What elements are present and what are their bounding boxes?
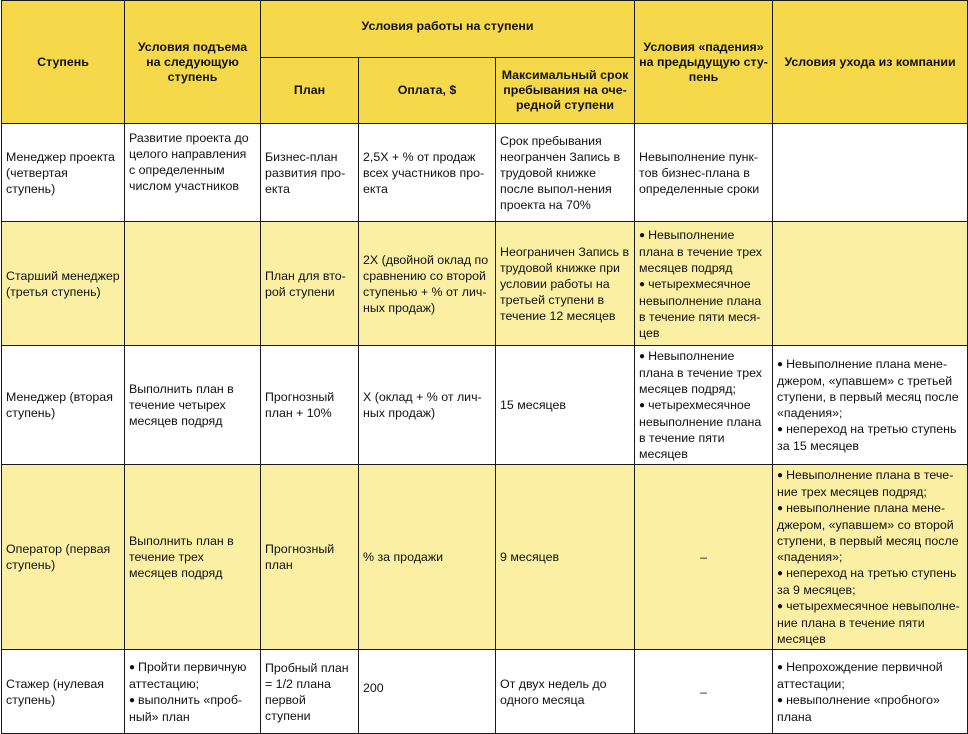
bullet-icon: ● — [777, 601, 784, 612]
header-row-1 — [2, 1, 968, 58]
cell-pay: X (оклад + % от лич-ных продаж) — [359, 346, 496, 465]
cell-raise — [125, 650, 261, 734]
bullet-icon: ● — [777, 661, 784, 673]
header-raise: Условия подъема на следующую ступень — [125, 1, 261, 124]
list-item: ● Пройти первичную аттестацию; — [129, 659, 247, 691]
bullet-icon: ● — [777, 359, 784, 370]
bullet-icon: ● — [639, 351, 646, 362]
list-item: ● непереход на третью ступень за 15 месяцев — [777, 422, 957, 453]
cell-step: Стажер (нулевая ступень) — [2, 650, 125, 734]
bullet-icon: ● — [777, 503, 784, 514]
cell-plan: Пробный план = 1/2 плана первой ступени — [261, 650, 359, 734]
list-item: ● Невыполнение плана в течение трех месяцев подряд; — [639, 349, 762, 396]
bullet-icon: ● — [129, 661, 136, 673]
cell-fall: Невыполнение пунк-тов бизнес-плана в определенные сроки — [635, 124, 773, 222]
cell-pay: 2,5X + % от продаж всех участников про-екта — [359, 124, 496, 222]
table-row — [2, 346, 968, 465]
cell-leave — [773, 650, 968, 734]
list-item: ● Невыполнение плана в тече-ние трех месяцев подряд; — [777, 468, 954, 499]
cell-leave — [773, 465, 968, 650]
list-item: ● Непрохождение первичной аттестации; — [777, 659, 943, 691]
bullet-icon: ● — [777, 424, 784, 435]
cell-raise: Выполнить план в течение трех месяцев подряд — [125, 465, 261, 650]
cell-fall: – — [635, 650, 773, 734]
cell-step: Оператор (первая ступень) — [2, 465, 125, 650]
bullet-icon: ● — [777, 470, 784, 481]
list-item: ● четырехмесячное невыполнение плана в течение пяти месяцев — [639, 398, 762, 461]
cell-plan: Прогнозный план — [261, 465, 359, 650]
header-work: Условия работы на ступени — [261, 1, 635, 58]
list-item: ● четырехмесячное невыполне-ние плана в течение пяти месяцев — [777, 599, 960, 646]
table-row — [2, 124, 968, 222]
header-plan: План — [261, 58, 359, 124]
bullet-icon: ● — [639, 229, 646, 241]
career-ladder-table — [1, 0, 968, 734]
cell-raise: Выполнить план в течение четырех месяцев подряд — [125, 346, 261, 465]
cell-raise — [125, 222, 261, 346]
bullet-icon: ● — [777, 694, 784, 706]
header-fall: Условия «падения» на предыдущую сту-пень — [635, 1, 773, 124]
cell-step: Менеджер проекта (четвертая ступень) — [2, 124, 125, 222]
cell-maxterm: 15 месяцев — [496, 346, 635, 465]
list-item: ● Невыполнение плана мене-джером, «упавшем» с третьей ступени, в первый месяц после «падения»; — [777, 357, 959, 420]
cell-step: Старший менеджер (третья ступень) — [2, 222, 125, 346]
cell-fall — [635, 222, 773, 346]
table-row — [2, 650, 968, 734]
cell-plan: План для вто-рой ступени — [261, 222, 359, 346]
header-step: Ступень — [2, 1, 125, 124]
cell-pay: % за продажи — [359, 465, 496, 650]
bullet-icon: ● — [639, 278, 646, 290]
cell-fall: – — [635, 465, 773, 650]
list-item: ● непереход на третью ступень за 9 месяцев; — [777, 566, 957, 597]
cell-fall — [635, 346, 773, 465]
cell-leave — [773, 222, 968, 346]
header-leave: Условия ухода из компании — [773, 1, 968, 124]
cell-step: Менеджер (вторая ступень) — [2, 346, 125, 465]
cell-maxterm: 9 месяцев — [496, 465, 635, 650]
bullet-icon: ● — [777, 568, 784, 579]
list-item: ● Невыполнение плана в течение трех месяцев подряд — [639, 227, 762, 275]
bullet-icon: ● — [639, 400, 646, 411]
cell-leave — [773, 124, 968, 222]
table-row — [2, 465, 968, 650]
cell-leave — [773, 346, 968, 465]
table-row — [2, 222, 968, 346]
cell-raise: Развитие проекта до целого направления с определенным числом участников — [125, 124, 261, 222]
cell-pay: 2X (двойной оклад по сравнению со второй ступенью + % от лич-ных продаж) — [359, 222, 496, 346]
cell-maxterm: Срок пребывания неогранчен Запись в трудовой книжке после выпол-нения проекта на 70% — [496, 124, 635, 222]
list-item: ● невыполнение плана мене-джером, «упавшем» со второй ступени, в первый месяц после «падения»; — [777, 501, 959, 564]
header-pay: Оплата, $ — [359, 58, 496, 124]
list-item: ● четырехмесячное невыполнение плана в течение пяти меся-цев — [639, 276, 762, 340]
header-maxterm: Максимальный срок пребывания на оче-редной ступени — [496, 58, 635, 124]
cell-plan: Прогнозный план + 10% — [261, 346, 359, 465]
list-item: ● выполнить «проб-ный» план — [129, 692, 243, 724]
cell-pay: 200 — [359, 650, 496, 734]
cell-maxterm: Неограничен Запись в трудовой книжке при условии работы на третьей ступени в течение 12 месяцев — [496, 222, 635, 346]
list-item: ● невыполнение «пробного» плана — [777, 692, 940, 724]
cell-maxterm: От двух недель до одного месяца — [496, 650, 635, 734]
cell-plan: Бизнес-план развития про-екта — [261, 124, 359, 222]
bullet-icon: ● — [129, 694, 136, 706]
